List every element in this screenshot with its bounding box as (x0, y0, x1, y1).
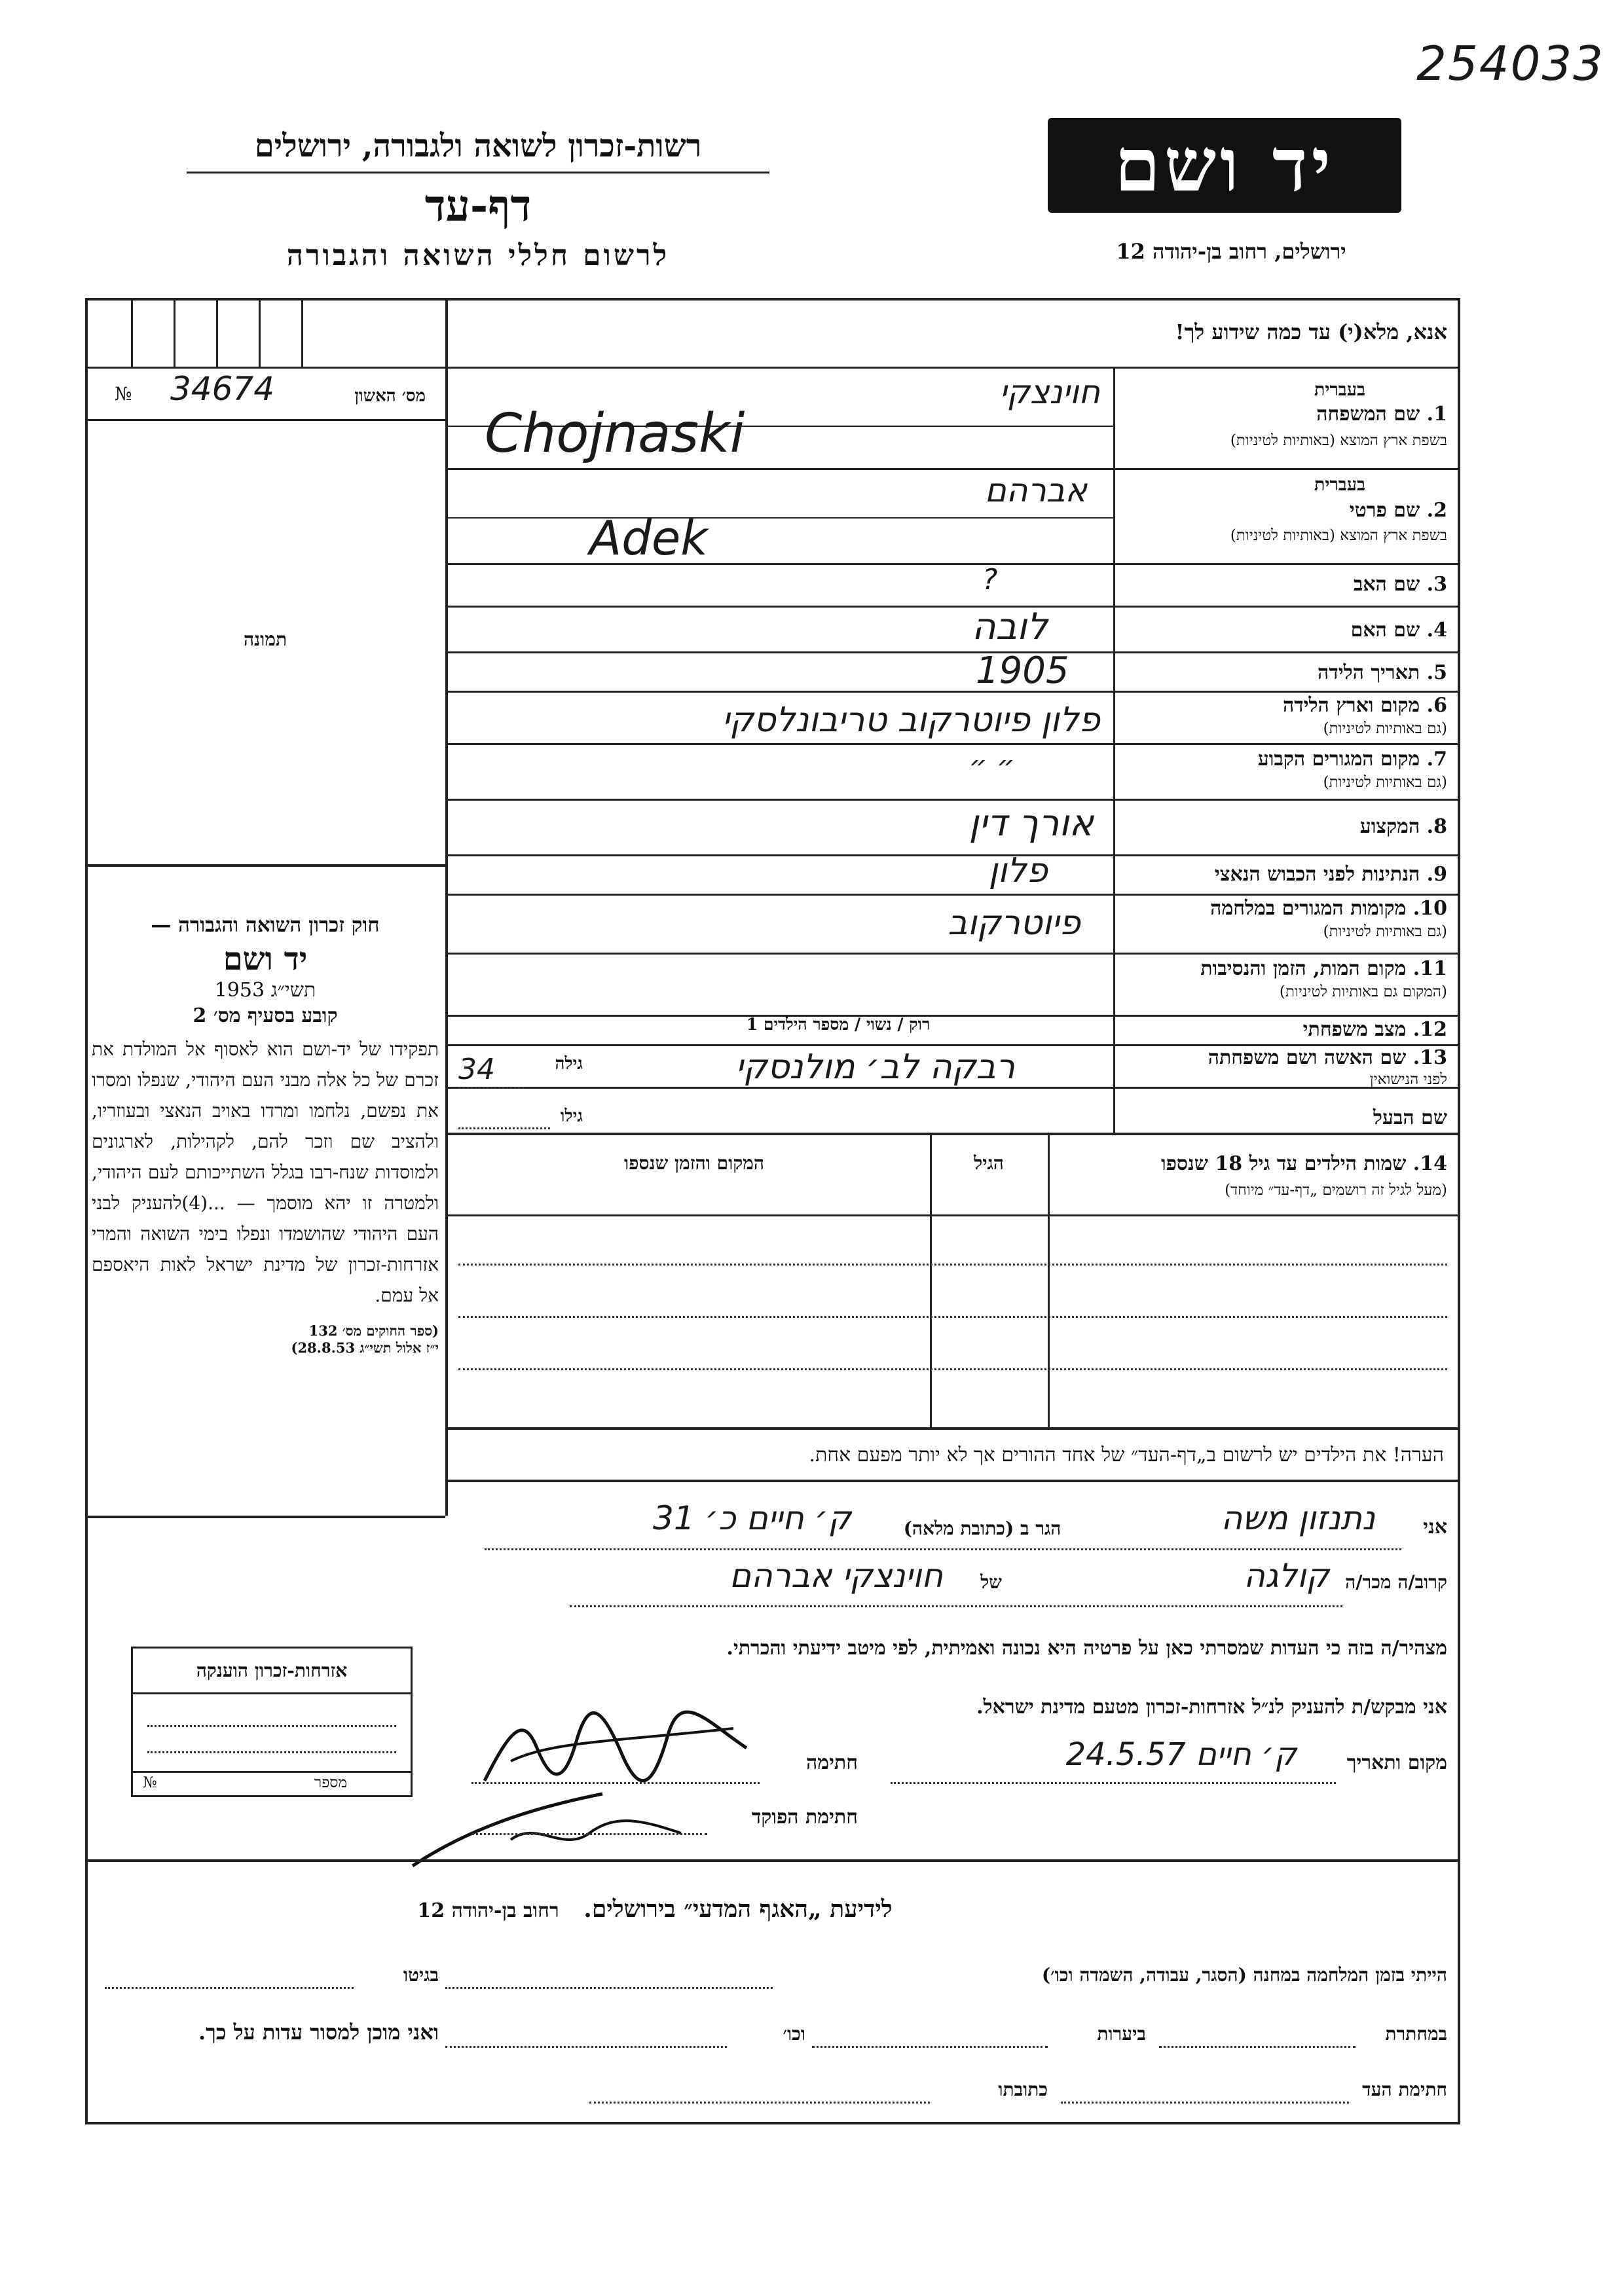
place-date-label: מקום ותאריך (1346, 1751, 1447, 1774)
declaration-of: של (980, 1571, 1002, 1593)
field-12-value: רוק / נשוי / מספר הילדים 1 (746, 1015, 931, 1034)
field-8-value: אורך דין (969, 802, 1094, 845)
declarant-name: נתנזון משה (1221, 1499, 1375, 1537)
bottom-camp-label: הייתי בזמן המלחמה במחנה (הסגר, עבודה, השמדה וכו׳) (1041, 1964, 1447, 1986)
field-11-label: 11. מקום המות, הזמן והנסיבות (1200, 957, 1447, 980)
husband-label: שם הבעל (1373, 1106, 1447, 1129)
law-logo: יד ושם (223, 941, 308, 977)
field-4-label: 4. שם האם (1350, 619, 1447, 642)
field-14-label: 14. שמות הילדים עד גיל 18 שנספו (1160, 1152, 1447, 1175)
field-1-label: 1. שם המשפחה (1316, 403, 1447, 426)
field-5-value: 1905 (976, 649, 1069, 692)
law-source-2: י״ז אלול תשי״ג 28.8.53) (291, 1339, 439, 1356)
declaration-relation: קרוב/ה מכר/ה (1345, 1571, 1447, 1593)
field-label-divider (1113, 367, 1115, 1133)
field-8-label: 8. המקצוע (1359, 815, 1447, 838)
field-9-value: פלון (988, 851, 1048, 890)
citizenship-title: אזרחות-זכרון הוענקה (196, 1660, 348, 1681)
number-sign: № (115, 383, 132, 405)
law-box (92, 913, 439, 1357)
field-7-value: ״ ״ (969, 750, 1015, 783)
field-4-value: לובה (971, 606, 1048, 648)
field-7-label: 7. מקום המגורים הקבוע (1257, 748, 1447, 771)
bottom-ghetto-label: בגיטו (403, 1964, 439, 1986)
instruction: אנא, מלא(י) עד כמה שידוע לך! (1175, 319, 1447, 344)
field-14-sub: (מעל לגיל זה רושמים „דף-עד״ מיוחד) (1225, 1182, 1447, 1199)
place-date-value: ק׳ חיים 24.5.57 (1065, 1736, 1297, 1773)
field-12-label: 12. מצב משפחתי (1302, 1018, 1447, 1041)
field-2-label: 2. שם פרטי (1349, 499, 1447, 522)
yad-vashem-logo (1048, 118, 1401, 213)
children-age-header: הגיל (974, 1152, 1004, 1174)
declaration-statement: מצהיר/ה בזה כי העדות שמסרתי כאן על פרטיה היא נכונה ואמיתית, לפי מיטב ידיעתי והכרתי. (726, 1637, 1447, 1660)
header-rule (187, 172, 769, 173)
field-6-label: 6. מקום וארץ הלידה (1282, 694, 1447, 717)
logo-text: יד ושם (1114, 122, 1335, 208)
form-subtitle: לרשום חללי השואה והגבורה (286, 239, 670, 272)
field-1-sub: בשפת ארץ המוצא (באותיות לטיניות) (1230, 432, 1447, 449)
law-body: תפקידו של יד-ושם הוא לאסוף אל המולדת את זכרם של כל אלה מבני העם היהודי, שנפלו ומסרו את נפשם, נלחמו ומרדו באויב הנאצי ובעוזריו, ולהציב שם וזכר להם, לקהילות, לארגונים ולמוסדות שנח-רבו בגלל השתייכותם לעם היהודי, ולמטרה זו יהא מוסמך — ...(4)להעניק לבני העם היהודי שהושמדו ונפלו בימי השואה והמרי אזרחות-זכרון של מדינת ישראל לאות היאספם אל עמם. (92, 1038, 439, 1306)
citizenship-number-label: מספר (314, 1774, 347, 1791)
law-source-1: (ספר החוקים מס׳ 132 (308, 1322, 439, 1339)
authority-line: רשות-זכרון לשואה ולגבורה, ירושלים (254, 128, 702, 164)
photo-label: תמונה (243, 629, 287, 650)
law-clause: קובע בסעיף מס׳ 2 (193, 1004, 338, 1027)
bottom-address-label: כתובתו (998, 2079, 1048, 2100)
field-7-sub: (גם באותיות לטיניות) (1323, 774, 1447, 791)
field-13-value: רבקה לב׳ מולנסקי (735, 1048, 1015, 1087)
declaration-lives-at: הגר ב (כתובת מלאה) (903, 1518, 1061, 1539)
law-title: חוק זכרון השואה והגבורה — (151, 913, 380, 937)
note: הערה! את הילדים יש לרשום ב„דף-העד״ של אחד ההורים אך לא יותר מפעם אחת. (809, 1444, 1444, 1467)
husband-age-label: גילו (560, 1106, 583, 1126)
field-9-label: 9. הנתינות לפני הכבוש הנאצי (1214, 863, 1447, 886)
bottom-ready-label: ואני מוכן למסור עדות על כך. (198, 2020, 439, 2045)
signature (471, 1702, 760, 1794)
official-signature-label: חתימת הפוקד (751, 1806, 858, 1829)
field-10-value: פיוטרקוב (948, 903, 1080, 943)
declarant-relation: קולגה (1244, 1557, 1329, 1595)
stub-rule (85, 367, 1460, 369)
bottom-etc-label: וכו׳ (783, 2023, 805, 2045)
field-1-value-hebrew: חוינצקי (999, 373, 1100, 411)
bottom-witness-signature-label: חתימת העד (1362, 2079, 1447, 2100)
declaration-request: אני מבקש/ת להעניק לנ״ל אזרחות-זכרון מטעם מדינת ישראל. (976, 1696, 1447, 1719)
field-2-value-hebrew: אברהם (984, 471, 1087, 509)
bottom-underground-label: במחתרת (1385, 2023, 1447, 2045)
declaration-of-name: חוינצקי אברהם (729, 1557, 943, 1595)
archive-number: 254033 (1416, 36, 1604, 91)
bottom-forests-label: ביערות (1097, 2023, 1146, 2045)
address: ירושלים, רחוב בן-יהודה 12 (1116, 239, 1346, 264)
field-13-age-label: גילה (555, 1054, 583, 1074)
field-1-tag: בעברית (1314, 380, 1365, 400)
field-2-value-latin: Adek (589, 511, 708, 566)
field-3-value: ? (982, 563, 998, 596)
field-5-label: 5. תאריך הלידה (1318, 661, 1447, 684)
citizenship-number-sign: № (143, 1774, 157, 1791)
field-10-label: 10. מקומות המגורים במלחמה (1210, 897, 1447, 920)
field-10-sub: (גם באותיות לטיניות) (1323, 923, 1447, 940)
left-column-divider (445, 298, 448, 1516)
field-1-value-latin: Chojnaski (485, 403, 745, 465)
field-2-tag: בעברית (1314, 475, 1365, 495)
field-2-sub: בשפת ארץ המוצא (באותיות לטיניות) (1230, 527, 1447, 544)
field-6-value: פלון פיוטרקוב טריבונלסקי (722, 701, 1100, 740)
field-11-sub: (המקום גם באותיות לטיניות) (1279, 983, 1447, 1000)
law-year: תשי״ג 1953 (214, 979, 316, 1002)
bottom-title: לידיעת „האגף המדעי״ בירושלים. רחוב בן-יהודה 12 (417, 1895, 893, 1923)
field-13-label: 13. שם האשה ושם משפחתה (1208, 1046, 1447, 1069)
field-3-label: 3. שם האב (1353, 573, 1447, 596)
first-number-label: מס׳ האשון (354, 386, 426, 406)
field-13-age-value: 34 (458, 1053, 495, 1086)
official-signature (406, 1781, 707, 1872)
declaration-i: אני (1423, 1516, 1447, 1539)
children-place-header: המקום והזמן שנספו (624, 1152, 764, 1174)
field-13-sub: לפני הנישואין (1369, 1071, 1447, 1088)
signature-label: חתימה (806, 1751, 858, 1774)
first-number-value: 34674 (170, 370, 275, 408)
field-6-sub: (גם באותיות לטיניות) (1323, 720, 1447, 737)
declarant-address: ק׳ חיים כ׳ 31 (653, 1499, 851, 1537)
form-title: דף-עד (424, 180, 532, 231)
